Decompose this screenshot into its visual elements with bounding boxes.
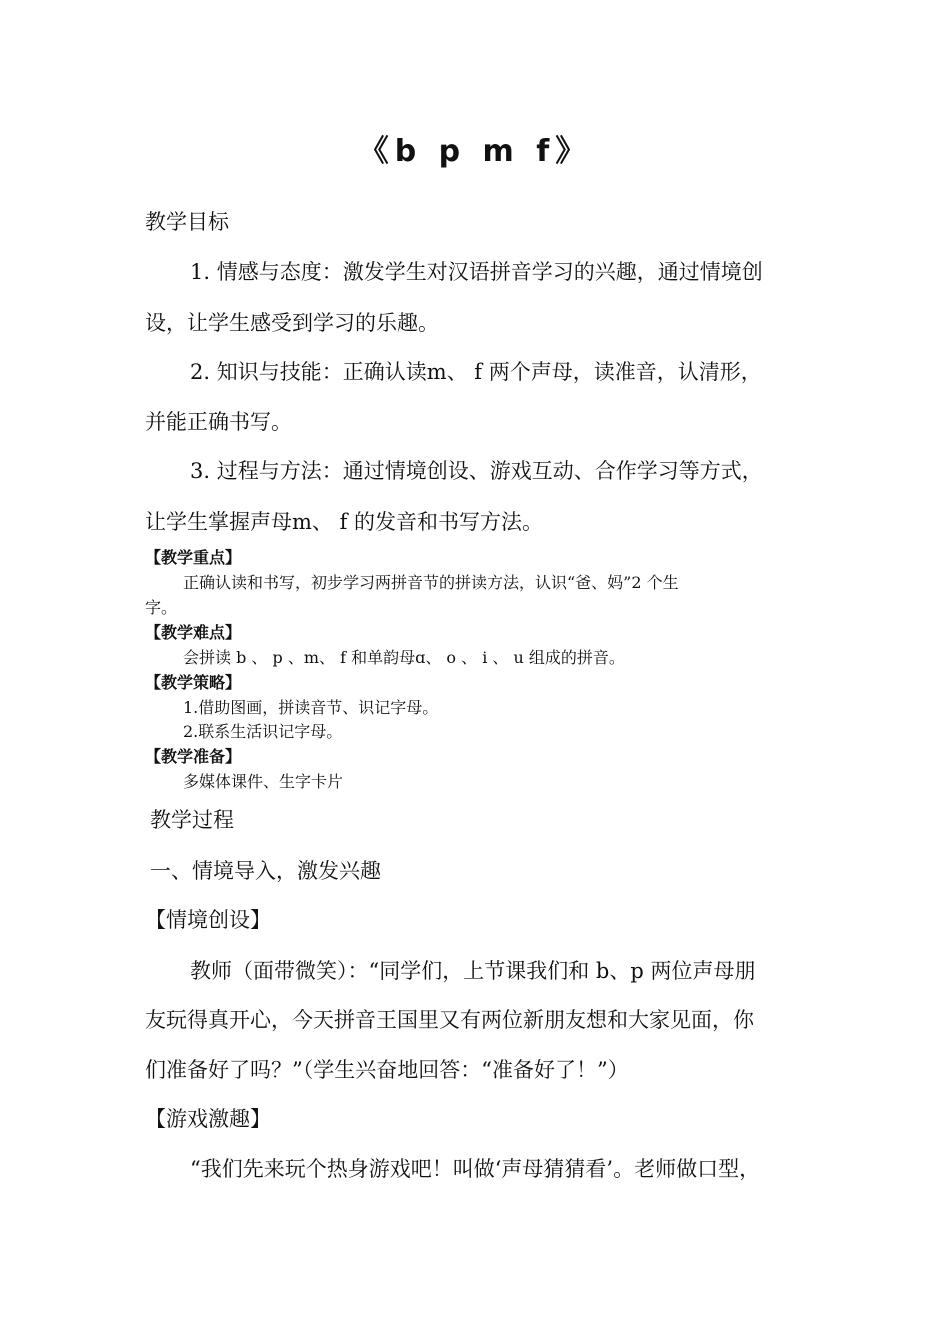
preparation-heading: 【教学准备】	[145, 747, 242, 766]
objective-1-line1: 1. 情感与态度：激发学生对汉语拼音学习的兴趣，通过情境创	[190, 260, 763, 284]
objectives-heading: 教学目标	[145, 210, 229, 234]
objective-1-line2: 设，让学生感受到学习的乐趣。	[145, 311, 439, 335]
scenario-line2: 友玩得真开心，今天拼音王国里又有两位新朋友想和大家见面，你	[145, 1008, 754, 1032]
strategy-item-2: 2.联系生活识记字母。	[183, 722, 343, 741]
objective-2-line2: 并能正确书写。	[145, 410, 292, 434]
objective-3-line2: 让学生掌握声母m、 f 的发音和书写方法。	[145, 510, 544, 534]
document-title: 《b p m f》	[358, 134, 592, 169]
objective-3-line1: 3. 过程与方法：通过情境创设、游戏互动、合作学习等方式，	[190, 459, 763, 483]
game-heading: 【游戏激趣】	[145, 1107, 271, 1131]
objective-2-line1: 2. 知识与技能：正确认读m、 f 两个声母，读准音，认清形，	[190, 360, 762, 384]
difficulty-heading: 【教学难点】	[145, 623, 242, 642]
scenario-line3: 们准备好了吗？”（学生兴奋地回答：“准备好了！”）	[145, 1058, 629, 1082]
key-points-line2: 字。	[145, 598, 178, 617]
strategy-item-1: 1.借助图画，拼读音节、识记字母。	[183, 698, 439, 717]
scenario-heading: 【情境创设】	[145, 908, 271, 932]
scenario-line1: 教师（面带微笑）：“同学们，上节课我们和 b、p 两位声母朋	[190, 959, 756, 983]
key-points-heading: 【教学重点】	[145, 548, 242, 567]
process-heading: 教学过程	[150, 808, 234, 832]
key-points-line1: 正确认读和书写，初步学习两拼音节的拼读方法，认识“爸、妈”2 个生	[183, 573, 679, 592]
preparation-text: 多媒体课件、生字卡片	[183, 772, 344, 791]
strategy-heading: 【教学策略】	[145, 673, 242, 692]
game-line1: “我们先来玩个热身游戏吧！叫做‘声母猜猜看’。老师做口型，	[190, 1157, 761, 1181]
difficulty-text: 会拼读 b 、 p 、m、 f 和单韵母ɑ、 o 、 i 、 u 组成的拼音。	[183, 648, 625, 667]
section-1-heading: 一、情境导入，激发兴趣	[150, 859, 381, 883]
